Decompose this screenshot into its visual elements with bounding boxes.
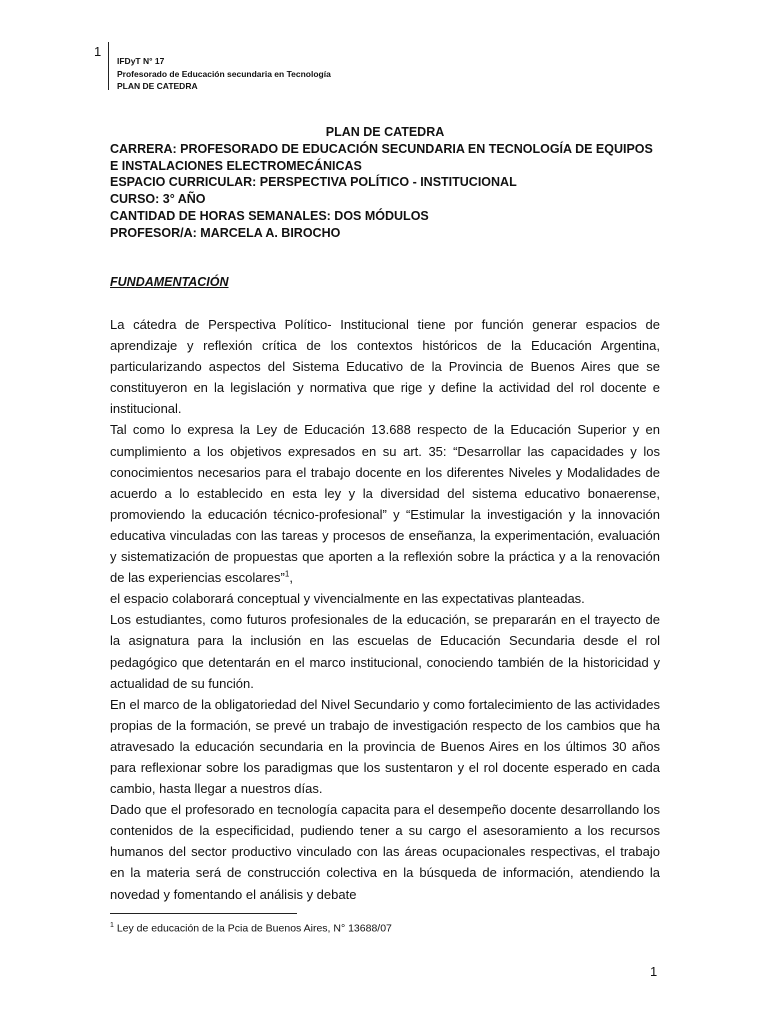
footnote-divider [110,913,297,914]
header-divider [108,42,109,90]
title-profesor: PROFESOR/A: MARCELA A. BIROCHO [110,225,341,240]
paragraph: En el marco de la obligatoriedad del Nivel Secundario y como fortalecimiento de las actividades propias de la formación, se prevé un trabajo de investigación respecto de los cambios que ha atravesado la educación secundaria en la provincia de Buenos Aires en los últimos 30 años para reflexionar sobre los paradigmas que los sustentaron y el rol docente esperado en cada cambio, hasta llegar a nuestros días. [110,696,660,797]
paragraph-text: Tal como lo expresa la Ley de Educación 13.688 respecto de la Educación Superior y en cumplimiento a los objetivos expresados en su art. 35: “Desarrollar las capacidades y los conocimientos necesarios para el trabajo docente en los diferentes Niveles y Modalidades de acuerdo a lo establecido en esta ley y la diversidad del sistema educativo bonaerense, promoviendo la educación técnico-profesional” y “Estimular la investigación y la innovación educativa vinculadas con las tareas y procesos de enseñanza, la experimentación, evaluación y sistematización de propuestas que aporten a la reflexión sobre la práctica y a la renovación de las experiencias escolares” [110,422,660,586]
document-header [117,55,331,93]
header-program: Profesorado de Educación secundaria en Tecnología [117,68,331,79]
footnote-mark: 1 [110,922,114,929]
title-curso: CURSO: 3° AÑO [110,192,206,207]
page-title: PLAN DE CATEDRA [325,125,445,139]
footer-page-number: 1 [650,964,658,979]
paragraph: el espacio colaborará conceptual y vivencialmente en las expectativas planteadas. [110,591,585,607]
header-doc-type: PLAN DE CATEDRA [117,81,198,91]
title-carrera: CARRERA: PROFESORADO DE EDUCACIÓN SECUNDARIA EN TECNOLOGÍA DE EQUIPOS E INSTALACIONES ELECTROMECÁNICAS [110,141,653,173]
header-institution: IFDyT N° 17 [117,56,165,66]
footnote-text: Ley de educación de la Pcia de Buenos Aires, N° 13688/07 [113,922,392,935]
paragraph: Dado que el profesorado en tecnología capacita para el desempeño docente desarrollando los contenidos de la especificidad, pudiendo tener a su cargo el asesoramiento a los recursos humanos del sector productivo vinculado con las áreas ocupacionales respectivas, el trabajo en la materia será de construcción colectiva en la búsqueda de información, atendiendo la novedad y fomentando el análisis y debate [110,802,660,902]
paragraph: Los estudiantes, como futuros profesionales de la educación, se prepararán en el trayecto de la asignatura para la inclusión en las escuelas de Educación Secundaria desde el rol pedagógico que detentarán en el marco institucional, conociendo también de la historicidad y actualidad de su función. [110,612,660,691]
section-heading: FUNDAMENTACIÓN [110,275,229,289]
body-text [110,314,660,905]
paragraph: La cátedra de Perspectiva Político- Institucional tiene por función generar espacios de aprendizaje y reflexión crítica de los contextos históricos de la Educación Argentina, particularizando aspectos del Sistema Educativo de la Provincia de Buenos Aires que se constituyeron en la legislación y normativa que rige y define la actividad del rol docente e institucional. [110,317,660,417]
title-espacio-curricular: ESPACIO CURRICULAR: PERSPECTIVA POLÍTICO - INSTITUCIONAL [110,175,517,190]
footnote [110,922,392,935]
title-block [110,124,660,242]
footnote-reference[interactable]: 1 [284,569,290,579]
header-page-number: 1 [94,44,102,59]
paragraph-law-quote: Tal como lo expresa la Ley de Educación 13.688 respecto de la Educación Superior y en cumplimiento a los objetivos expresados en su art. 35: “Desarrollar las capacidades y los conocimientos necesarios para el trabajo docente en los diferentes Niveles y Modalidades de acuerdo a lo establecido en esta ley y la diversidad del sistema educativo bonaerense, promoviendo la educación técnico-profesional” y “Estimular la investigación y la innovación educativa vinculadas con las tareas y procesos de enseñanza, la experimentación, evaluación y sistematización de propuestas que aporten a la reflexión sobre la práctica y a la renovación de las experiencias escolares”$^1$, [110,422,660,586]
title-horas: CANTIDAD DE HORAS SEMANALES: DOS MÓDULOS [110,208,429,223]
